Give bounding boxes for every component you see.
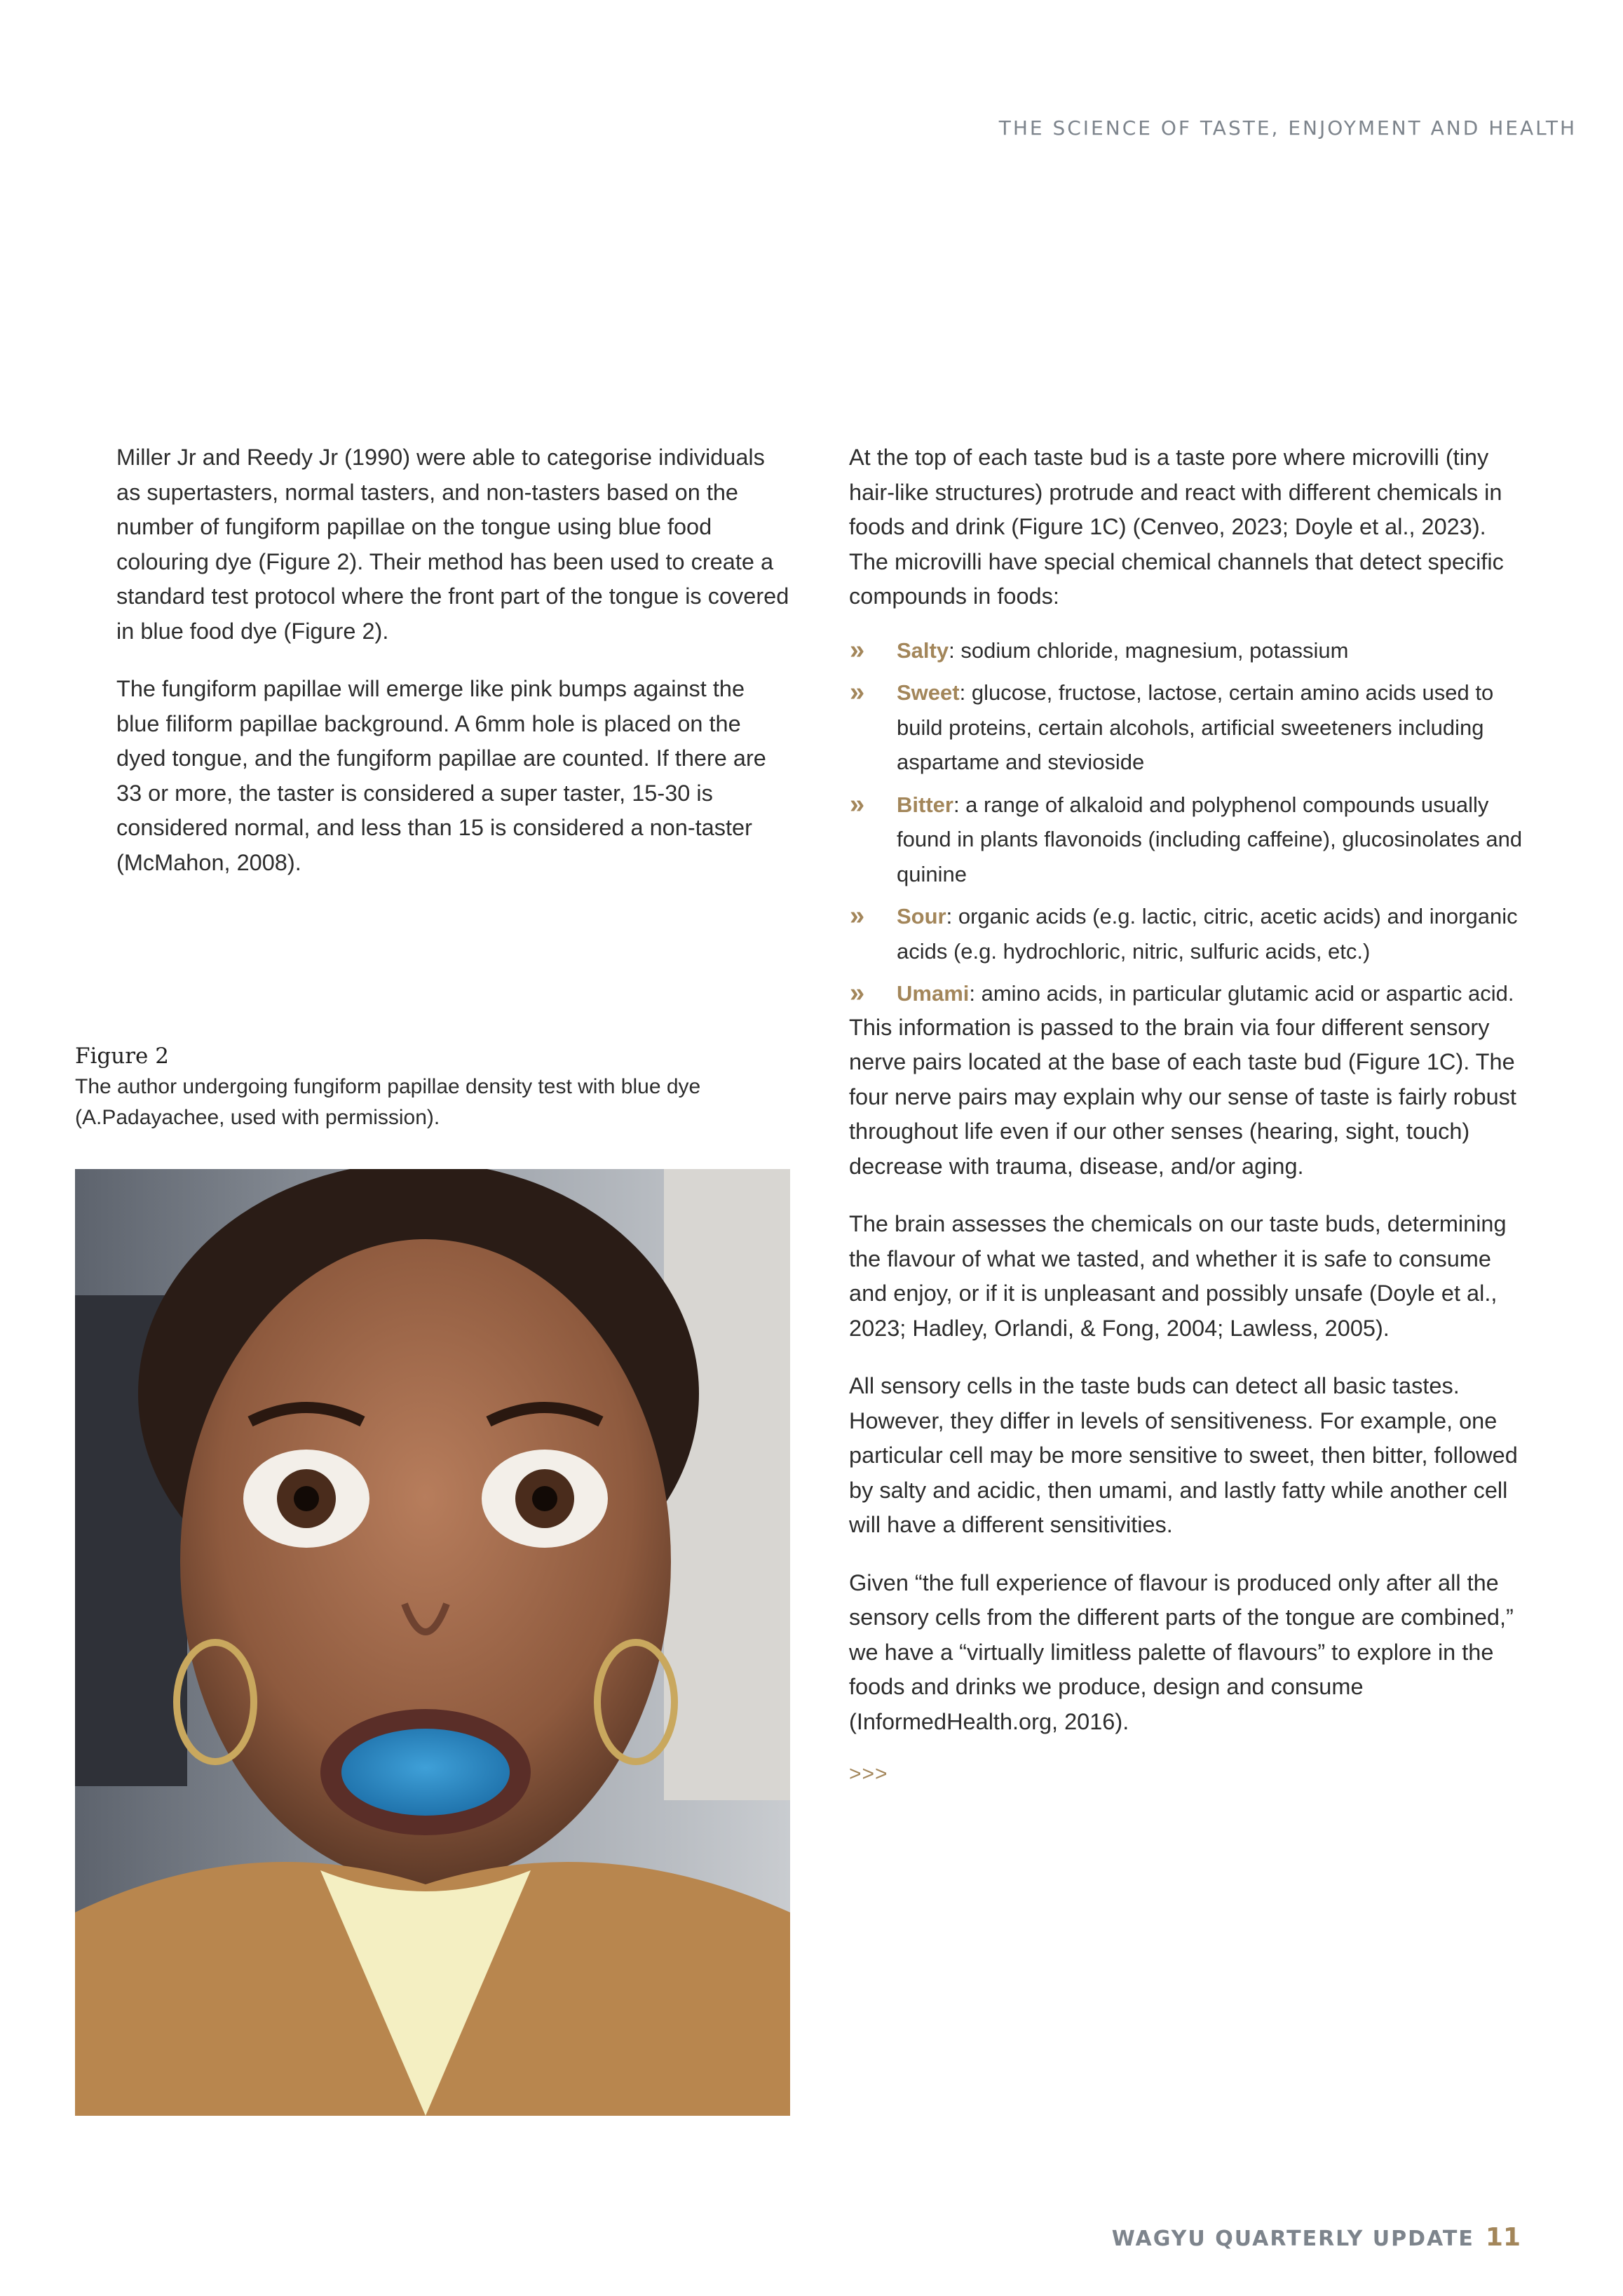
figure-caption-block <box>75 1041 790 1133</box>
left-paragraph-2: The fungiform papillae will emerge like pink bumps against the blue filiform papillae background. A 6mm hole is placed on the dyed tongue, and the fungiform papillae are counted. If there are 33 or more, the taster is considered a super taster, 15-30 is considered normal, and less than 15 is considered a non-taster (McMahon, 2008). <box>116 676 766 875</box>
list-item <box>849 899 1529 968</box>
taste-desc: : organic acids (e.g. lactic, citric, acetic acids) and inorganic acids (e.g. hydrochloric, nitric, sulfuric acids, etc.) <box>897 904 1518 964</box>
tongue-test-photo <box>75 1169 790 2116</box>
right-intro: At the top of each taste bud is a taste pore where microvilli (tiny hair-like structures) protrude and react with different chemicals in foods and drink (Figure 1C) (Cenveo, 2023; Doyle et al., 2023). The microvilli have special chemical channels that detect specific compounds in foods: <box>849 445 1504 609</box>
right-paragraph-1: This information is passed to the brain via four different sensory nerve pairs located at the base of each taste bud (Figure 1C). The four nerve pairs may explain why our sense of taste is fairly robust throughout life even if our other senses (hearing, sight, touch) decrease with trauma, disease, and/or aging. <box>849 1014 1516 1179</box>
taste-desc: : glucose, fructose, lactose, certain amino acids used to build proteins, certain alcohols, artificial sweeteners including aspartame and stevioside <box>897 680 1494 774</box>
double-chevron-icon: » <box>850 901 865 931</box>
publication-name: WAGYU QUARTERLY UPDATE <box>1111 2227 1474 2251</box>
right-column <box>849 440 1529 1786</box>
double-chevron-icon: » <box>850 635 865 665</box>
list-item <box>849 788 1529 892</box>
figure-title: Figure 2 <box>75 1044 169 1069</box>
figure-photo <box>75 1169 790 2116</box>
double-chevron-icon: » <box>850 677 865 707</box>
right-paragraph-2: The brain assesses the chemicals on our taste buds, determining the flavour of what we tasted, and whether it is safe to consume and enjoy, or if it is unpleasant and possibly unsafe (Doyle et al., 2023; Hadley, Orlandi, & Fong, 2004; Lawless, 2005). <box>849 1211 1507 1341</box>
taste-term: Sweet <box>897 680 960 705</box>
figure-caption: The author undergoing fungiform papillae density test with blue dye (A.Padayachee, used with permission). <box>75 1075 701 1129</box>
taste-desc: : a range of alkaloid and polyphenol compounds usually found in plants flavonoids (including caffeine), glucosinolates and quinine <box>897 792 1523 886</box>
list-item <box>849 976 1529 1011</box>
double-chevron-icon: » <box>850 978 865 1008</box>
list-item <box>849 633 1529 668</box>
taste-list <box>849 633 1529 1011</box>
taste-term: Sour <box>897 904 946 928</box>
taste-term: Bitter <box>897 792 953 817</box>
left-column <box>116 440 789 880</box>
taste-term: Umami <box>897 981 970 1006</box>
left-paragraph-1: Miller Jr and Reedy Jr (1990) were able to categorise individuals as supertasters, normal tasters, and non-tasters based on the number of fungiform papillae on the tongue using blue food colouring dye (Figure 2). Their method has been used to create a standard test protocol where the front part of the tongue is covered in blue food dye (Figure 2). <box>116 445 789 644</box>
double-chevron-icon: » <box>850 789 865 819</box>
running-header: THE SCIENCE OF TASTE, ENJOYMENT AND HEALTH <box>998 116 1577 140</box>
right-paragraph-3: All sensory cells in the taste buds can detect all basic tastes. However, they differ in levels of sensitiveness. For example, one particular cell may be more sensitive to sweet, then bitter, followed by salty and acidic, then umami, and lastly fatty while another cell will have a different sensitivities. <box>849 1373 1518 1537</box>
page-number: 11 <box>1485 2223 1521 2252</box>
taste-term: Salty <box>897 637 949 663</box>
continue-marker: >>> <box>849 1762 888 1785</box>
right-paragraph-4: Given “the full experience of flavour is produced only after all the sensory cells from the different parts of the tongue are combined,” we have a “virtually limitless palette of flavours” to explore in the foods and drinks we produce, design and consume (InformedHealth.org, 2016). <box>849 1569 1514 1734</box>
taste-desc: : amino acids, in particular glutamic acid or aspartic acid. <box>969 981 1514 1006</box>
page-footer <box>1112 2223 1521 2252</box>
taste-desc: : sodium chloride, magnesium, potassium <box>949 637 1349 663</box>
list-item <box>849 675 1529 780</box>
